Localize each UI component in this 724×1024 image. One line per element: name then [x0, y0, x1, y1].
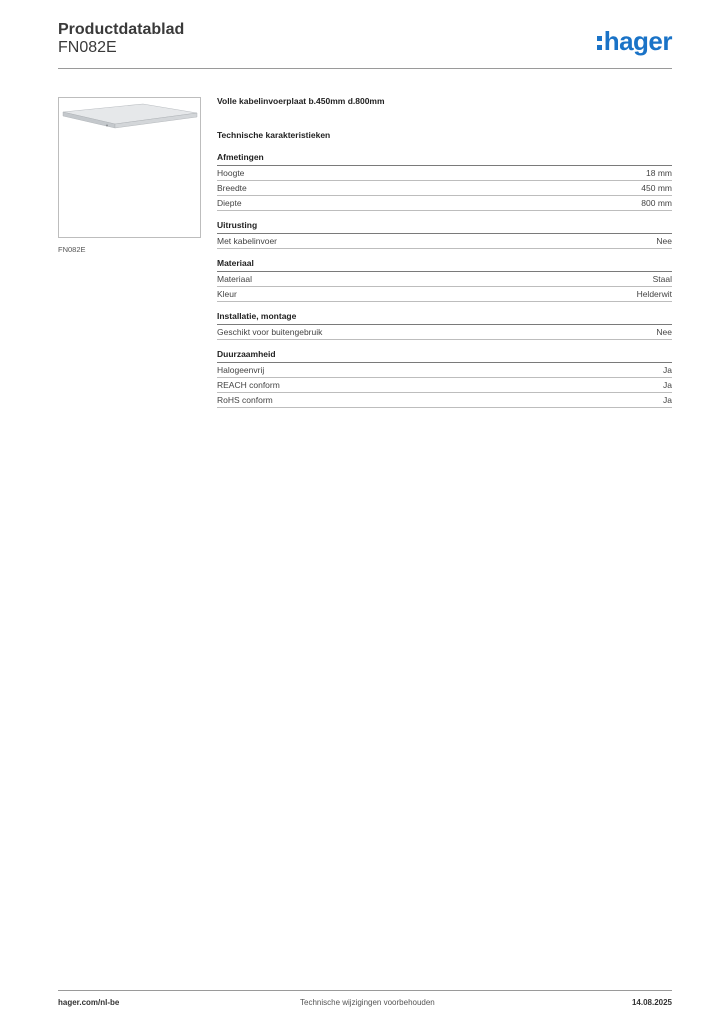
page-title: Productdatablad: [58, 21, 185, 38]
spec-row: [217, 393, 672, 408]
spec-value: 450 mm: [641, 183, 672, 193]
group-heading: Afmetingen: [217, 152, 672, 166]
spec-value: 18 mm: [646, 168, 672, 178]
product-code: FN082E: [58, 39, 117, 56]
spec-row: [217, 363, 672, 378]
spec-row: [217, 325, 672, 340]
spec-label: REACH conform: [217, 380, 280, 390]
spec-row: [217, 181, 672, 196]
footer-divider: [58, 990, 672, 991]
logo-dots-icon: [597, 33, 604, 53]
spec-row: [217, 234, 672, 249]
cable-entry-plate-icon: [59, 98, 200, 237]
spec-row: [217, 196, 672, 211]
brand-logo: [597, 26, 672, 56]
spec-label: Materiaal: [217, 274, 252, 284]
spec-group-material: [217, 258, 672, 302]
spec-value: Nee: [656, 327, 672, 337]
spec-value: Helderwit: [636, 289, 672, 299]
footer-date: 14.08.2025: [631, 998, 672, 1007]
spec-group-installation: [217, 311, 672, 340]
product-image: [58, 97, 201, 238]
footer-website: hager.com/nl-be: [58, 998, 120, 1007]
spec-value: Ja: [663, 395, 672, 405]
spec-label: RoHS conform: [217, 395, 273, 405]
spec-group-equipment: [217, 220, 672, 249]
spec-value: Staal: [652, 274, 672, 284]
spec-label: Geschikt voor buitengebruik: [217, 327, 323, 337]
spec-value: 800 mm: [641, 198, 672, 208]
spec-label: Halogeenvrij: [217, 365, 265, 375]
spec-label: Met kabelinvoer: [217, 236, 278, 246]
spec-label: Diepte: [217, 198, 242, 208]
header-divider: [58, 68, 672, 69]
group-heading: Uitrusting: [217, 220, 672, 234]
spec-group-sustainability: [217, 349, 672, 408]
spec-label: Kleur: [217, 289, 237, 299]
product-title: Volle kabelinvoerplaat b.450mm d.800mm: [217, 96, 385, 106]
section-heading: Technische karakteristieken: [217, 130, 331, 140]
spec-label: Hoogte: [217, 168, 245, 178]
spec-label: Breedte: [217, 183, 247, 193]
spec-group-dimensions: [217, 152, 672, 211]
image-caption: FN082E: [58, 245, 86, 254]
group-heading: Duurzaamheid: [217, 349, 672, 363]
spec-value: Ja: [663, 365, 672, 375]
group-heading: Materiaal: [217, 258, 672, 272]
spec-row: [217, 378, 672, 393]
spec-row: [217, 166, 672, 181]
spec-value: Ja: [663, 380, 672, 390]
group-heading: Installatie, montage: [217, 311, 672, 325]
spec-row: [217, 287, 672, 302]
datasheet-content: [217, 96, 672, 408]
spec-value: Nee: [656, 236, 672, 246]
footer-notice: Technische wijzigingen voorbehouden: [300, 998, 435, 1007]
logo-text: hager: [603, 26, 672, 56]
spec-row: [217, 272, 672, 287]
